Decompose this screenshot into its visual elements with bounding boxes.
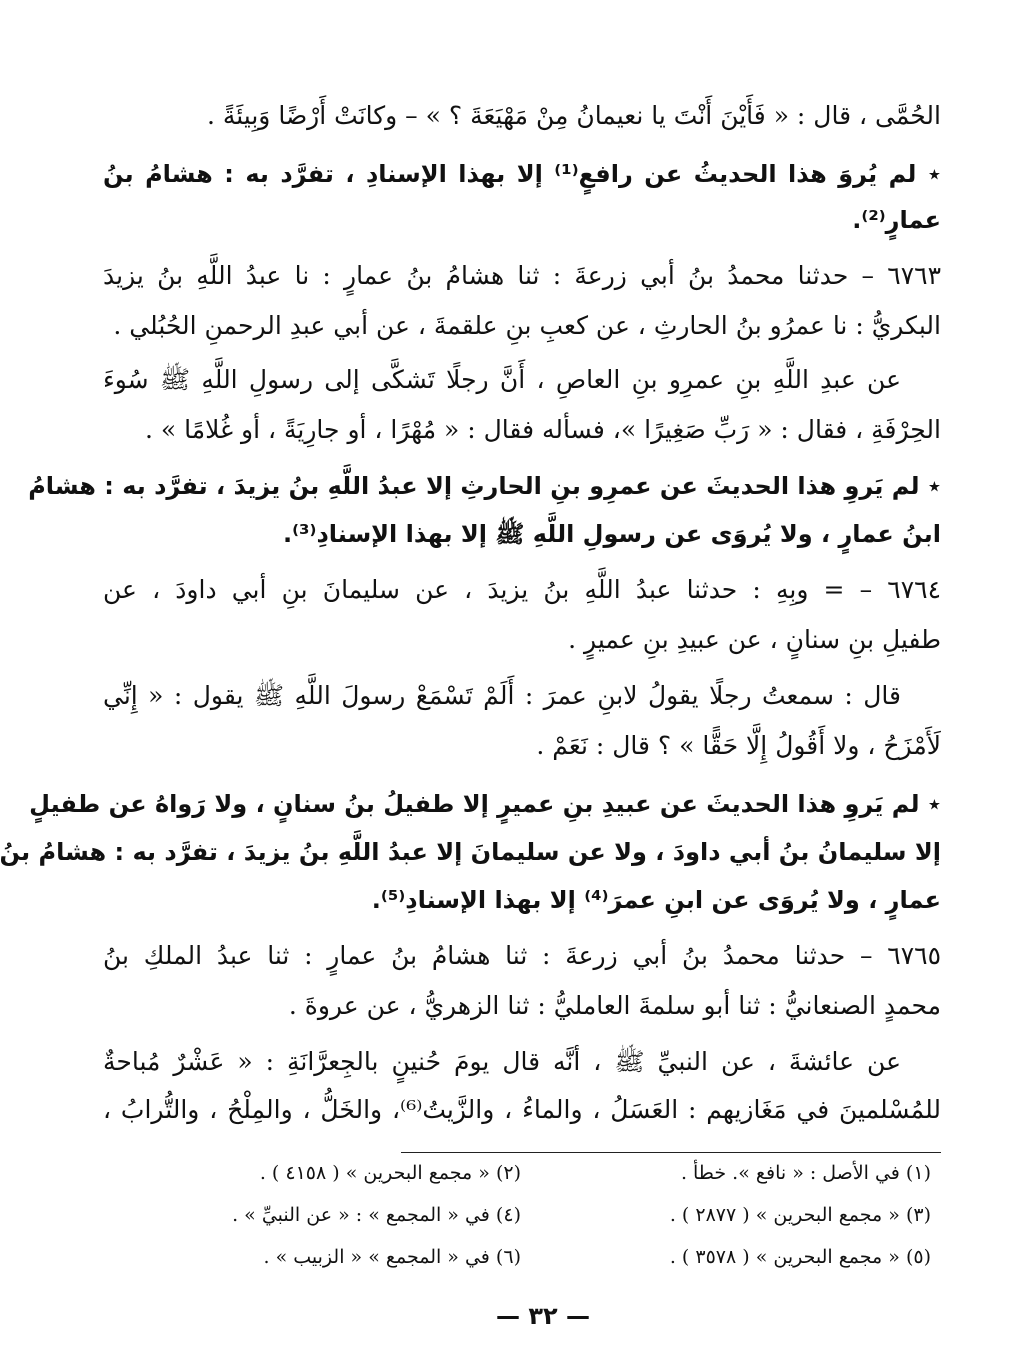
footnote-divider (401, 1152, 941, 1153)
commentary-line: ٭ لم يُروَ هذا الحديثُ عن رافعٍ⁽¹⁾ إلا بهذا الإسنادِ ، تفرَّد به : هشامُ بنُ (103, 160, 941, 188)
footnote: (١) في الأصل : « نافع ». خطأ . (680, 1162, 931, 1184)
footnote: (٥) « مجمع البحرين » ( ٣٥٧٨ ) . (669, 1246, 931, 1268)
footnote: (٦) في « المجمع » « الزبيب » . (263, 1246, 521, 1268)
hadith-line: طفيلِ بنِ سنانٍ ، عن عبيدِ بنِ عميرٍ . (568, 625, 941, 654)
footnote: (٤) في « المجمع » : « عن النبيِّ » . (232, 1204, 521, 1226)
commentary-line: ابنُ عمارٍ ، ولا يُروَى عن رسولِ اللَّهِ ﷺ إلا بهذا الإسنادِ⁽³⁾. (282, 520, 941, 548)
page-number: — ٣٢ — (495, 1302, 590, 1330)
hadith-line: محمدٍ الصنعانيُّ : ثنا أبو سلمةَ العامليُّ : ثنا الزهريُّ ، عن عروةَ . (288, 991, 941, 1020)
text-line: لَأَمْزَحُ ، ولا أَقُولُ إِلَّا حَقًّا » ؟ قال : نَعَمْ . (536, 731, 941, 760)
text-line: للمُسْلمينَ في مَغَازيهم : العَسَلُ ، والماءُ ، والزَّيتُ⁽⁶⁾، والخَلُّ ، والمِلْحُ ، والتُّرابُ ، (103, 1095, 941, 1124)
hadith-line: ٦٧٦٣ – حدثنا محمدُ بنُ أبي زرعةَ : ثنا هشامُ بنُ عمارٍ : نا عبدُ اللَّهِ بنُ يزيدَ (103, 261, 941, 290)
page-body (0, 80, 941, 1350)
text-line: قال : سمعتُ رجلًا يقولُ لابنِ عمرَ : أَلَمْ تَسْمَعْ رسولَ اللَّهِ ﷺ يقول : « إِنِّي (103, 681, 901, 710)
commentary-line: عمارٍ⁽²⁾. (852, 206, 941, 234)
footnote: (٢) « مجمع البحرين » ( ٤١٥٨ ) . (259, 1162, 521, 1184)
text-line: الحِرْفَةِ ، فقال : « رَبِّ صَغِيرًا »، فسأله فقال : « مُهْرًا ، أو جارِيَةً ، أو غُلامًا » . (144, 415, 941, 444)
text-line: عن عبدِ اللَّهِ بنِ عمرِو بنِ العاصِ ، أَنَّ رجلًا تَشكَّى إلى رسولِ اللَّهِ ﷺ سُوءَ (103, 365, 901, 394)
text-line: الحُمَّى ، قال : « فَأَيْنَ أَنْتَ يا نعيمانُ مِنْ مَهْيَعَةَ ؟ » – وكانَتْ أَرْضًا وَبِيئَةً . (206, 101, 941, 130)
hadith-line: ٦٧٦٥ – حدثنا محمدُ بنُ أبي زرعةَ : ثنا هشامُ بنُ عمارٍ : ثنا عبدُ الملكِ بنُ (103, 941, 941, 970)
commentary-line: عمارٍ ، ولا يُروَى عن ابنِ عمرَ⁽⁴⁾ إلا بهذا الإسنادِ⁽⁵⁾. (371, 886, 941, 914)
commentary-line: إلا سليمانُ بنُ أبي داودَ ، ولا عن سليمانَ إلا عبدُ اللَّهِ بنُ يزيدَ ، تفرَّد به : هشامُ بنُ (0, 838, 941, 866)
hadith-line: ٦٧٦٤ – = وبِهِ : حدثنا عبدُ اللَّهِ بنُ يزيدَ ، عن سليمانَ بنِ أبي داودَ ، عن (103, 575, 941, 604)
hadith-line: البكريُّ : نا عمرُو بنُ الحارثِ ، عن كعبِ بنِ علقمةَ ، عن أبي عبدِ الرحمنِ الحُبُلي . (113, 311, 941, 340)
commentary-line: ٭ لم يَروِ هذا الحديثَ عن عبيدِ بنِ عميرٍ إلا طفيلُ بنُ سنانٍ ، ولا رَواهُ عن طفيلٍ (29, 790, 941, 818)
commentary-line: ٭ لم يَروِ هذا الحديثَ عن عمرِو بنِ الحارثِ إلا عبدُ اللَّهِ بنُ يزيدَ ، تفرَّد به : هشامُ (28, 472, 941, 500)
footnote: (٣) « مجمع البحرين » ( ٢٨٧٧ ) . (669, 1204, 931, 1226)
text-line: عن عائشةَ ، عن النبيِّ ﷺ ، أنَّه قال يومَ حُنينٍ بالجِعرَّانَةِ : « عَشْرٌ مُباحةٌ (103, 1047, 901, 1076)
